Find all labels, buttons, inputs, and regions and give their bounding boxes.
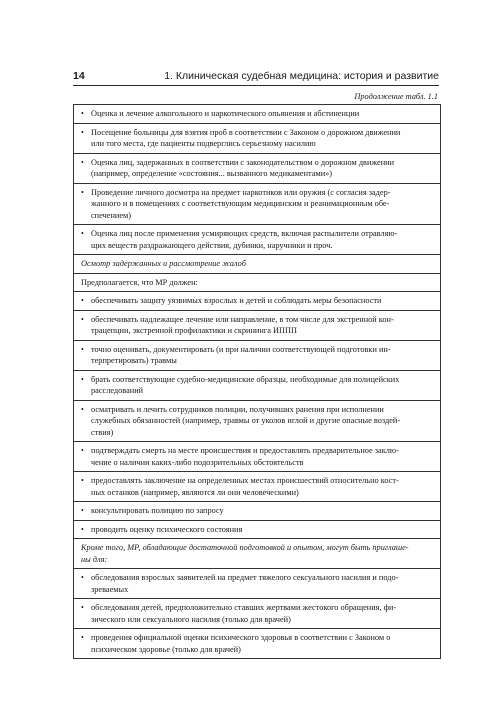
table-row — [74, 442, 440, 472]
bullet-icon: • — [81, 296, 84, 305]
bullet-icon: • — [81, 187, 84, 197]
row-text: обеспечивать надлежащее лечение или направление, в том числе для экстренной кон- трацепции, экстренной профилактики и скрининга ИППП — [91, 314, 394, 335]
row-text: обследования детей, предположительно ставших жертвами жестокого обращения, фи- зического или сексуального насилия (только для врачей) — [91, 603, 397, 624]
chapter-title: 1. Клиническая судебная медицина: история и развитие — [164, 70, 439, 82]
table-row — [74, 521, 440, 540]
row-text: проведения официальной оценки психического здоровья в соответствии с Законом о психическом здоровье (только для врачей) — [91, 633, 391, 654]
table-section-heading — [74, 255, 440, 274]
row-text: Кроме того, МР, обладающие достаточной подготовкой и опытом, могут быть приглаше- ны для: — [81, 543, 409, 564]
table-row — [74, 154, 440, 184]
bullet-icon: • — [81, 524, 84, 534]
row-text: Осмотр задержанных и рассмотрение жалоб — [81, 259, 246, 268]
bullet-icon: • — [81, 404, 84, 414]
row-text: Проведение личного досмотра на предмет наркотиков или оружия (с согласия задер- жанного и в помещениях с соответствующим медицинским и реанимационным обе- спечением) — [91, 187, 391, 220]
bullet-icon: • — [81, 127, 84, 137]
bullet-icon: • — [81, 633, 84, 642]
table-row — [74, 629, 440, 658]
page-number: 14 — [73, 70, 85, 82]
bullet-icon: • — [81, 603, 84, 612]
row-text: Оценка лиц, задержанных в соответствии с законодательством о дорожном движении (например, определение «состояния... вызванного медикаментами») — [91, 157, 395, 178]
table-row — [74, 292, 440, 311]
table-row — [74, 472, 440, 502]
row-text: подтверждать смерть на месте происшествия и предоставлять предварительное заклю- чение о наличии каких-либо подозрительных обстоятельств — [91, 446, 399, 467]
table-row — [74, 124, 440, 154]
table-row — [74, 184, 440, 226]
bullet-icon: • — [81, 573, 84, 582]
row-text: предоставлять заключение на определенных местах происшествий относительно кост- ных останков (например, являются ли они человеческими) — [91, 476, 399, 497]
row-text: точно оценивать, документировать (и при наличии соответствующей подготовки ин- терпретировать) травмы — [91, 344, 391, 365]
row-text: Оценка лиц после применения усмиряющих средств, включая распылители отравляю- щих веществ раздражающего действия, дубинки, наручники и проч. — [91, 229, 398, 250]
row-text: осматривать и лечить сотрудников полиции, получивших ранения при исполнении служебных обязанностей (например, травмы от уколов иглой и другие опасные воздей- ствия) — [91, 404, 401, 437]
table-row — [74, 311, 440, 341]
running-header — [73, 69, 439, 86]
bullet-icon: • — [81, 157, 84, 167]
table-row — [74, 569, 440, 599]
bullet-icon: • — [81, 374, 84, 384]
row-text: обследования взрослых заявителей на предмет тяжелого сексуального насилия и подо- зреваемых — [91, 573, 399, 594]
table-continuation-label: Продолжение табл. 1.1 — [354, 92, 438, 101]
table-row — [74, 401, 440, 443]
row-text: Предполагается, что МР должен: — [81, 277, 198, 287]
bullet-icon: • — [81, 109, 84, 118]
table-row — [74, 274, 440, 293]
row-text: Оценка и лечение алкогольного и наркотического опьянения и абстиненции — [91, 109, 360, 118]
table-row — [74, 225, 440, 255]
table-row — [74, 371, 440, 401]
bullet-icon: • — [81, 446, 84, 455]
table-row — [74, 105, 440, 124]
row-text: консультировать полицию по запросу — [91, 506, 224, 515]
bullet-icon: • — [81, 476, 84, 485]
row-text: Посещение больницы для взятия проб в соответствии с Законом о дорожном движении или того места, где пациенты подверглись серьезному насилию — [91, 127, 401, 148]
table-row — [74, 599, 440, 629]
bullet-icon: • — [81, 314, 84, 324]
bullet-icon: • — [81, 229, 84, 238]
row-text: брать соответствующие судебно-медицинские образцы, необходимые для полицейских расследований — [91, 374, 400, 395]
table-section-heading — [74, 539, 440, 569]
table-row — [74, 341, 440, 371]
bullet-icon: • — [81, 344, 84, 354]
bullet-icon: • — [81, 506, 84, 515]
content-table — [73, 104, 441, 659]
row-text: обеспечивать защиту уязвимых взрослых и детей и соблюдать меры безопасности — [91, 296, 382, 305]
row-text: проводить оценку психического состояния — [91, 524, 243, 534]
table-row — [74, 502, 440, 521]
